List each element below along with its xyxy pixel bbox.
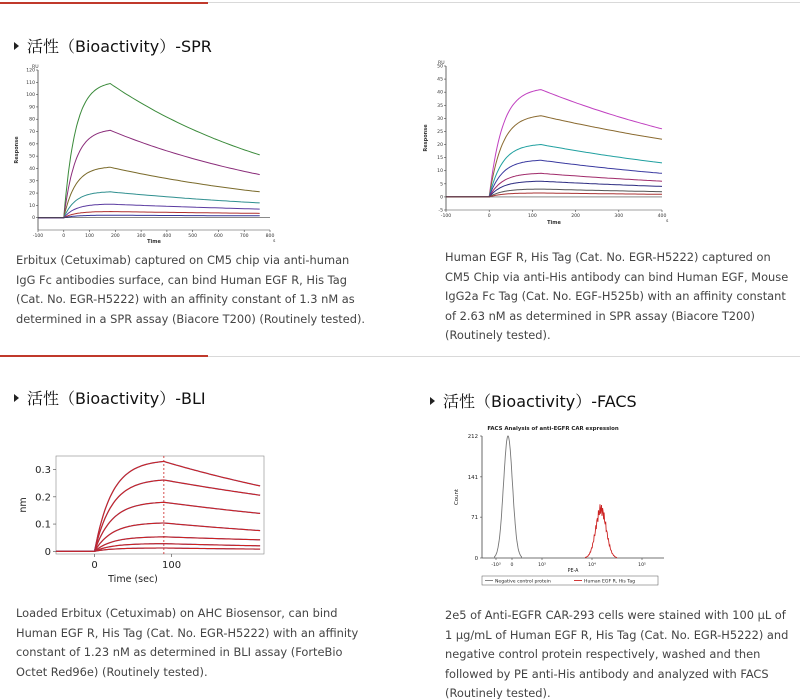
chart-title: FACS Analysis of anti-EGFR CAR expression — [487, 426, 619, 432]
legend-label-negative: Negative control protein — [495, 579, 551, 585]
bullet-triangle-icon — [14, 394, 19, 402]
x-axis-title: Time — [147, 239, 161, 245]
x-tick-label: 600 — [214, 234, 223, 239]
y-tick-label: 40 — [437, 90, 443, 96]
y-tick-label: 30 — [437, 116, 443, 122]
y-tick-label: 141 — [467, 474, 478, 481]
caption-line: IgG2a Fc Tag (Cat. No. EGF-H525b) with an affinity constant — [445, 289, 786, 303]
y-tick-label: 20 — [437, 143, 443, 149]
bli-caption — [16, 604, 358, 682]
facs-chart — [446, 418, 676, 592]
y-tick-label: 0 — [44, 546, 51, 558]
x-axis-title: PE-A — [567, 569, 579, 574]
y-tick-label: 5 — [440, 182, 443, 188]
spr-right-caption — [445, 248, 788, 346]
y-axis-title: Count — [454, 488, 460, 506]
y-tick-label: 0 — [474, 556, 478, 562]
caption-line: (Routinely tested). — [445, 328, 551, 342]
x-tick-label: 10⁵ — [638, 563, 646, 568]
y-tick-label: 212 — [467, 434, 478, 440]
y-unit-label: RU — [438, 61, 445, 66]
x-tick-label: 10⁴ — [588, 563, 596, 568]
y-tick-label: 0.2 — [35, 492, 51, 504]
caption-line: 2e5 of Anti-EGFR CAR-293 cells were stained with 100 μL of — [445, 608, 786, 622]
spr-left-caption — [16, 251, 365, 329]
y-tick-label: 110 — [26, 80, 35, 86]
y-axis-title: Response — [423, 124, 429, 152]
caption-line: Loaded Erbitux (Cetuximab) on AHC Biosensor, can bind — [16, 606, 338, 620]
x-tick-label: 0 — [91, 560, 98, 571]
bullet-triangle-icon — [430, 397, 435, 405]
sensorgram-line — [38, 84, 260, 218]
y-unit-label: RU — [32, 65, 39, 70]
y-tick-label: 120 — [26, 68, 35, 74]
y-tick-label: 71 — [471, 515, 478, 522]
y-tick-label: 10 — [437, 169, 443, 175]
bli-heading-text: 活性（Bioactivity）-BLI — [27, 389, 206, 408]
caption-line: constant of 1.23 nM as determined in BLI assay (ForteBio — [16, 645, 343, 659]
y-axis-title: Response — [14, 136, 20, 164]
y-tick-label: 90 — [29, 105, 35, 111]
y-tick-label: 25 — [437, 129, 443, 135]
y-tick-label: 50 — [29, 154, 35, 160]
caption-line: IgG Fc antibodies surface, can bind Human EGF R, His Tag — [16, 272, 347, 287]
x-tick-label: 0 — [487, 214, 491, 219]
caption-line: followed by PE anti-His antibody and analyzed with FACS — [445, 666, 769, 681]
x-tick-label: 500 — [188, 234, 198, 239]
caption-line: 1 μg/mL of Human EGF R, His Tag (Cat. No. EGR-H5222) and — [445, 627, 789, 642]
x-tick-label: 100 — [528, 214, 537, 219]
x-tick-label: 300 — [136, 234, 146, 239]
x-axis-title: Time (sec) — [108, 574, 158, 585]
x-tick-label: 700 — [239, 234, 249, 239]
sensorgram-line — [446, 193, 662, 197]
legend-label-egfr: Human EGF R, His Tag — [584, 579, 636, 585]
caption-line: of 2.63 nM as determined in SPR assay (Biacore T200) — [445, 308, 755, 323]
facs-heading — [430, 389, 637, 412]
bullet-triangle-icon — [14, 42, 19, 50]
y-tick-label: 0.1 — [35, 519, 51, 531]
spr-heading — [14, 34, 212, 57]
facs-caption — [445, 606, 788, 699]
y-tick-label: 20 — [29, 191, 35, 197]
y-tick-label: 60 — [29, 142, 35, 148]
x-tick-label: 400 — [162, 234, 172, 239]
y-tick-label: 10 — [29, 203, 35, 209]
caption-line: Erbitux (Cetuximab) captured on CM5 chip via anti-human — [16, 253, 350, 267]
caption-line: (Cat. No. EGR-H5222) with an affinity constant of 1.3 nM as — [16, 292, 355, 306]
y-tick-label: 0 — [32, 216, 35, 222]
x-tick-label: -10³ — [491, 563, 501, 568]
caption-line: CM5 Chip via anti-His antibody can bind Human EGF, Mouse — [445, 269, 789, 284]
y-tick-label: 45 — [437, 77, 443, 83]
y-tick-label: 50 — [437, 64, 443, 70]
top-accent-line — [0, 2, 208, 4]
y-tick-label: 35 — [437, 103, 443, 109]
x-tick-label: 200 — [110, 234, 120, 239]
bli-heading — [14, 386, 206, 409]
spr-heading-text: 活性（Bioactivity）-SPR — [27, 37, 212, 56]
sensorgram-line — [446, 116, 662, 197]
caption-line: Octet Red96e) (Routinely tested). — [16, 664, 208, 679]
x-unit-label: s — [273, 239, 276, 244]
x-tick-label: 400 — [657, 214, 667, 219]
x-tick-label: -100 — [440, 214, 452, 219]
caption-line: Human EGF R, His Tag (Cat. No. EGR-H5222) with an affinity — [16, 625, 359, 640]
x-tick-label: 0 — [62, 234, 66, 239]
x-tick-label: 300 — [614, 214, 624, 219]
x-tick-label: 200 — [571, 214, 580, 219]
y-tick-label: 70 — [29, 130, 35, 136]
y-tick-label: -5 — [438, 208, 443, 214]
caption-line: (Routinely tested). — [445, 686, 551, 699]
y-tick-label: 0.3 — [35, 465, 51, 477]
x-tick-label: 800 — [265, 234, 275, 239]
spr-right-chart — [418, 58, 673, 238]
egfr-histogram — [585, 504, 616, 558]
x-tick-label: 10³ — [538, 563, 546, 568]
y-tick-label: 30 — [29, 179, 35, 185]
bli-chart — [14, 452, 270, 592]
x-unit-label: s — [666, 219, 669, 224]
x-tick-label: 100 — [162, 560, 182, 571]
facs-heading-text: 活性（Bioactivity）-FACS — [443, 392, 637, 411]
mid-accent-line — [0, 355, 208, 357]
sensorgram-line — [446, 90, 662, 197]
sensorgram-line — [38, 215, 260, 218]
y-tick-label: 80 — [29, 117, 35, 123]
x-tick-label: 100 — [85, 234, 94, 239]
caption-line: determined in a SPR assay (Biacore T200) (Routinely tested). — [16, 311, 366, 326]
x-axis-title: Time — [547, 220, 561, 226]
y-tick-label: 100 — [26, 93, 35, 99]
y-axis-title: nm — [18, 497, 29, 513]
caption-line: negative control protein respectively, washed and then — [445, 647, 761, 661]
x-tick-label: 0 — [510, 563, 514, 568]
caption-line: Human EGF R, His Tag (Cat. No. EGR-H5222) captured on — [445, 250, 771, 264]
x-tick-label: -100 — [32, 234, 44, 239]
spr-left-chart — [8, 58, 284, 248]
y-tick-label: 40 — [29, 166, 35, 172]
sensorgram-line — [38, 192, 260, 218]
y-tick-label: 0 — [440, 195, 443, 201]
negative-control-histogram — [495, 436, 522, 558]
y-tick-label: 15 — [437, 156, 443, 162]
